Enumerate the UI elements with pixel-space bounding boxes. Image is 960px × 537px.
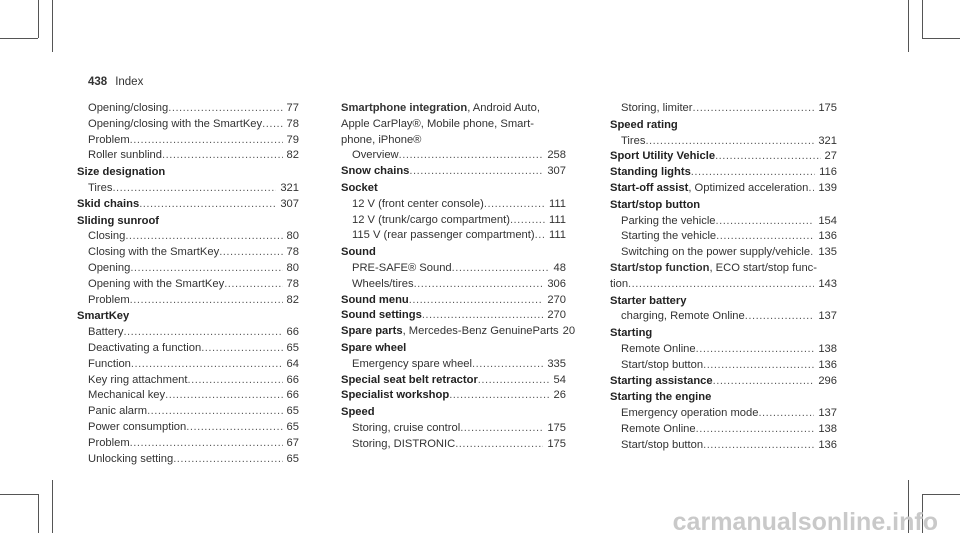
index-entry-text bbox=[88, 373, 188, 389]
leader-dots bbox=[224, 277, 282, 293]
index-term-detail: Emergency spare wheel bbox=[352, 357, 473, 370]
page-reference[interactable]: 77 bbox=[286, 102, 299, 114]
index-term-detail: 12 V (trunk/cargo compartment) bbox=[352, 213, 510, 226]
index-term: Skid chains bbox=[77, 197, 140, 210]
page-reference[interactable]: 65 bbox=[286, 420, 299, 433]
leader-dots bbox=[716, 214, 815, 230]
leader-dots bbox=[484, 197, 545, 213]
index-entry[interactable] bbox=[341, 164, 566, 180]
watermark: carmanualsonline.info bbox=[672, 508, 938, 536]
page-reference[interactable]: 135 bbox=[818, 246, 837, 259]
index-term: Standing lights bbox=[610, 166, 691, 179]
index-term: Smartphone integration bbox=[341, 102, 468, 114]
page-reference[interactable]: 143 bbox=[818, 277, 837, 290]
index-term-detail: Mechanical key bbox=[88, 389, 166, 402]
leader-dots bbox=[455, 437, 543, 453]
index-term-detail: , Optimized acceleration bbox=[688, 181, 809, 194]
index-entry-text bbox=[88, 452, 173, 468]
leader-dots bbox=[139, 197, 276, 213]
leader-dots bbox=[716, 229, 814, 245]
page-reference[interactable]: 306 bbox=[547, 277, 566, 290]
leader-dots bbox=[703, 358, 814, 374]
index-term: Sound menu bbox=[341, 293, 409, 306]
index-entry[interactable] bbox=[610, 134, 837, 150]
index-entry[interactable] bbox=[77, 436, 299, 452]
index-heading: Speed bbox=[341, 406, 375, 419]
index-entry[interactable] bbox=[610, 229, 837, 245]
leader-dots bbox=[409, 164, 543, 180]
index-entry-text bbox=[352, 357, 472, 373]
index-term-detail: Tires bbox=[88, 181, 113, 194]
index-term-detail: Storing, cruise control bbox=[352, 421, 461, 434]
index-term-detail: Overview bbox=[352, 149, 399, 162]
page-reference[interactable]: 270 bbox=[547, 309, 566, 322]
index-entry-text bbox=[88, 277, 224, 293]
index-term: Spare parts bbox=[341, 325, 403, 338]
index-entry[interactable] bbox=[341, 373, 566, 389]
index-term-detail: , ECO start/stop func- bbox=[709, 261, 817, 274]
index-heading: Starter battery bbox=[610, 294, 687, 307]
index-entry-text bbox=[352, 421, 460, 437]
page-reference[interactable]: 78 bbox=[286, 117, 299, 130]
index-column-3 bbox=[610, 101, 837, 454]
index-entry-text bbox=[352, 437, 455, 453]
index-entry-text bbox=[88, 293, 130, 309]
index-entry[interactable] bbox=[341, 277, 566, 293]
index-entry-text bbox=[341, 324, 559, 340]
index-term-detail: Starting the vehicle bbox=[621, 230, 717, 243]
crop-mark bbox=[0, 38, 38, 39]
leader-dots bbox=[745, 309, 815, 325]
page-reference[interactable]: 26 bbox=[553, 389, 566, 402]
index-entry-text bbox=[352, 277, 414, 293]
index-term-detail: Tires bbox=[621, 134, 646, 147]
index-heading: Start/stop button bbox=[610, 198, 701, 211]
index-entry[interactable] bbox=[77, 373, 299, 389]
index-entry-text bbox=[341, 164, 409, 180]
page-reference[interactable]: 111 bbox=[548, 229, 566, 242]
index-entry-text bbox=[610, 149, 715, 165]
index-entry-text bbox=[610, 165, 691, 181]
index-entry[interactable] bbox=[341, 293, 566, 309]
index-entry[interactable] bbox=[610, 165, 837, 181]
index-term-detail: 115 V (rear passenger compartment) bbox=[352, 229, 535, 242]
index-entry-text bbox=[88, 325, 123, 341]
index-entry[interactable] bbox=[610, 309, 837, 325]
index-entry-text bbox=[621, 214, 716, 230]
page-reference[interactable]: 82 bbox=[286, 149, 299, 162]
leader-dots bbox=[449, 388, 549, 404]
crop-mark bbox=[922, 38, 960, 39]
leader-dots bbox=[409, 293, 544, 309]
index-entry-text bbox=[610, 277, 628, 293]
leader-dots bbox=[162, 148, 283, 164]
index-entry[interactable] bbox=[77, 229, 299, 245]
index-entry-text bbox=[621, 358, 703, 374]
index-entry[interactable] bbox=[77, 357, 299, 373]
page-reference[interactable]: 48 bbox=[553, 261, 566, 274]
page-reference[interactable]: 270 bbox=[547, 293, 566, 306]
index-term-detail: Opening with the SmartKey bbox=[88, 277, 225, 290]
index-text-line: Apple CarPlay®, Mobile phone, Smart- bbox=[341, 117, 534, 130]
page-reference[interactable]: 321 bbox=[280, 181, 299, 194]
index-entry[interactable] bbox=[341, 261, 566, 277]
leader-dots bbox=[165, 388, 282, 404]
index-term-detail: Key ring attachment bbox=[88, 373, 188, 386]
leader-dots bbox=[125, 229, 282, 245]
index-heading: Sliding sunroof bbox=[77, 214, 160, 227]
index-entry[interactable] bbox=[610, 406, 837, 422]
leader-dots bbox=[758, 406, 814, 422]
leader-dots bbox=[168, 101, 282, 117]
index-entry[interactable] bbox=[610, 149, 837, 165]
page-header bbox=[88, 76, 143, 88]
leader-dots bbox=[472, 357, 543, 373]
index-entry-text bbox=[352, 261, 452, 277]
index-entry-text bbox=[352, 213, 510, 229]
index-entry[interactable] bbox=[610, 422, 837, 438]
index-entry-text bbox=[352, 228, 535, 244]
crop-mark bbox=[52, 0, 53, 52]
leader-dots bbox=[131, 357, 283, 373]
index-term-detail: Emergency operation mode bbox=[621, 407, 759, 420]
index-entry[interactable] bbox=[341, 357, 566, 373]
page-reference[interactable]: 116 bbox=[819, 166, 837, 179]
index-term-detail: Start/stop button bbox=[621, 358, 704, 371]
index-term-detail: Panic alarm bbox=[88, 405, 148, 418]
index-heading: Starting the engine bbox=[610, 391, 712, 404]
page-reference[interactable]: 175 bbox=[547, 437, 566, 450]
page-reference[interactable]: 136 bbox=[818, 358, 837, 371]
index-term-detail: Switching on the power supply/vehicle bbox=[621, 246, 811, 259]
leader-dots bbox=[173, 452, 282, 468]
index-entry[interactable] bbox=[341, 197, 566, 213]
leader-dots bbox=[713, 374, 815, 390]
index-term-detail: , Android Auto, bbox=[467, 102, 540, 114]
index-entry-text bbox=[610, 181, 808, 197]
index-entry[interactable] bbox=[610, 342, 837, 358]
index-heading: Sound bbox=[341, 246, 376, 259]
page-reference[interactable]: 66 bbox=[286, 326, 299, 339]
index-entry[interactable] bbox=[77, 325, 299, 341]
section-title: Index bbox=[115, 76, 144, 88]
index-term-detail: Problem bbox=[88, 436, 130, 449]
crop-mark bbox=[922, 0, 923, 38]
index-entry-text bbox=[88, 117, 262, 133]
index-entry[interactable] bbox=[341, 308, 566, 324]
leader-dots bbox=[460, 421, 543, 437]
page-reference[interactable]: 64 bbox=[286, 357, 299, 370]
index-term-detail: Unlocking setting bbox=[88, 452, 174, 465]
index-heading: Starting bbox=[610, 327, 653, 340]
crop-mark bbox=[38, 0, 39, 38]
index-column-1 bbox=[77, 101, 299, 467]
leader-dots bbox=[130, 133, 283, 149]
index-term: Snow chains bbox=[341, 165, 410, 178]
page-reference[interactable]: 65 bbox=[286, 452, 299, 465]
index-entry-text bbox=[621, 309, 745, 325]
index-entry[interactable] bbox=[77, 197, 299, 213]
index-entry[interactable] bbox=[77, 277, 299, 293]
index-heading: Speed rating bbox=[610, 118, 678, 131]
index-entry bbox=[610, 261, 837, 277]
page-reference[interactable]: 175 bbox=[818, 102, 837, 114]
page-reference[interactable]: 66 bbox=[286, 389, 299, 402]
index-entry[interactable] bbox=[341, 213, 566, 229]
index-term-detail: Problem bbox=[88, 133, 130, 146]
page-reference[interactable]: 139 bbox=[818, 181, 837, 194]
index-entry[interactable] bbox=[610, 101, 837, 117]
index-entry[interactable] bbox=[77, 388, 299, 404]
leader-dots bbox=[535, 228, 545, 244]
leader-dots bbox=[715, 149, 820, 165]
index-entry-text bbox=[621, 342, 696, 358]
leader-dots bbox=[628, 277, 814, 293]
page-reference[interactable]: 111 bbox=[548, 213, 566, 226]
leader-dots bbox=[691, 165, 815, 181]
index-entry-text bbox=[88, 388, 165, 404]
page-reference[interactable]: 54 bbox=[553, 373, 566, 386]
page-reference[interactable]: 138 bbox=[818, 422, 837, 435]
index-term-detail: Deactivating a function bbox=[88, 341, 202, 354]
index-heading: Socket bbox=[341, 181, 378, 194]
index-term: Sound settings bbox=[341, 309, 422, 322]
index-term: Sport Utility Vehicle bbox=[610, 150, 716, 163]
index-entry[interactable] bbox=[610, 277, 837, 293]
index-entry[interactable] bbox=[77, 181, 299, 197]
leader-dots bbox=[188, 373, 283, 389]
page-number: 438 bbox=[88, 76, 108, 88]
index-entry-text bbox=[88, 148, 162, 164]
index-entry bbox=[341, 101, 566, 117]
index-entry-text bbox=[621, 422, 696, 438]
leader-dots bbox=[696, 422, 815, 438]
index-entry[interactable] bbox=[610, 358, 837, 374]
index-entry-text bbox=[88, 357, 131, 373]
index-term-detail: Parking the vehicle bbox=[621, 214, 716, 227]
index-entry-text bbox=[352, 197, 484, 213]
index-term: Start-off assist bbox=[610, 181, 689, 194]
leader-dots bbox=[696, 342, 815, 358]
index-entry-text bbox=[88, 341, 201, 357]
page-reference[interactable]: 78 bbox=[286, 246, 299, 259]
page-reference[interactable]: 79 bbox=[286, 133, 299, 146]
leader-dots bbox=[130, 436, 283, 452]
index-entry[interactable] bbox=[610, 245, 837, 261]
page-reference[interactable]: 66 bbox=[286, 373, 299, 386]
index-entry-text bbox=[77, 197, 139, 213]
leader-dots bbox=[645, 134, 814, 150]
index-term-detail: Opening/closing bbox=[88, 102, 169, 114]
page-reference[interactable]: 154 bbox=[818, 214, 837, 227]
index-entry-text bbox=[341, 373, 478, 389]
index-entry[interactable] bbox=[77, 293, 299, 309]
leader-dots bbox=[130, 293, 283, 309]
index-term-detail: Problem bbox=[88, 293, 130, 306]
index-entry-text bbox=[88, 261, 130, 277]
page-reference[interactable]: 136 bbox=[818, 438, 837, 451]
index-entry[interactable] bbox=[77, 420, 299, 436]
page-reference[interactable]: 137 bbox=[818, 407, 837, 420]
index-term-detail: , Mercedes-Benz GenuineParts bbox=[402, 325, 559, 338]
page-reference[interactable]: 137 bbox=[818, 310, 837, 323]
crop-mark bbox=[52, 480, 53, 533]
index-term-detail: Storing, DISTRONIC bbox=[352, 437, 456, 450]
index-term: Start/stop function bbox=[610, 261, 710, 274]
page-reference[interactable]: 138 bbox=[818, 342, 837, 355]
page-reference[interactable]: 65 bbox=[286, 341, 299, 354]
index-heading: SmartKey bbox=[77, 310, 130, 323]
index-term-detail: Opening/closing with the SmartKey bbox=[88, 117, 263, 130]
index-heading: Spare wheel bbox=[341, 341, 407, 354]
index-term-detail: Roller sunblind bbox=[88, 149, 163, 162]
index-term-detail: PRE-SAFE® Sound bbox=[352, 261, 452, 274]
index-column-2 bbox=[341, 101, 576, 453]
page-reference[interactable]: 175 bbox=[547, 421, 566, 434]
index-term-detail: Opening bbox=[88, 261, 131, 274]
index-entry[interactable] bbox=[77, 404, 299, 420]
index-term: Starting assistance bbox=[610, 374, 713, 387]
index-entry[interactable] bbox=[77, 101, 299, 117]
index-term-detail: 12 V (front center console) bbox=[352, 197, 484, 210]
index-entry[interactable] bbox=[77, 452, 299, 468]
index-term-detail: tion bbox=[610, 277, 629, 290]
leader-dots bbox=[693, 101, 815, 117]
index-term-detail: Power consumption bbox=[88, 420, 187, 433]
index-term-detail: Closing with the SmartKey bbox=[88, 246, 220, 259]
index-entry[interactable] bbox=[610, 374, 837, 390]
page-reference[interactable]: 136 bbox=[818, 230, 837, 243]
page-reference[interactable]: 65 bbox=[286, 405, 299, 418]
index-term: Special seat belt retractor bbox=[341, 373, 478, 386]
index-entry[interactable] bbox=[341, 421, 566, 437]
leader-dots bbox=[399, 148, 544, 164]
index-entry-text bbox=[88, 420, 186, 436]
index-entry[interactable] bbox=[610, 181, 837, 197]
leader-dots bbox=[201, 341, 282, 357]
index-entry-text bbox=[88, 229, 125, 245]
page-reference[interactable]: 82 bbox=[286, 293, 299, 306]
crop-mark bbox=[0, 494, 38, 495]
index-heading: Size designation bbox=[77, 166, 166, 179]
index-entry[interactable] bbox=[341, 324, 576, 340]
leader-dots bbox=[414, 277, 544, 293]
leader-dots bbox=[262, 117, 282, 133]
index-entry-text bbox=[621, 245, 810, 261]
index-entry-text bbox=[341, 308, 422, 324]
page-reference[interactable]: 78 bbox=[286, 277, 299, 290]
index-entry[interactable] bbox=[610, 214, 837, 230]
index-entry-text bbox=[341, 388, 449, 404]
index-entry-text bbox=[621, 406, 758, 422]
index-term-detail: Start/stop button bbox=[621, 438, 704, 451]
index-term-detail: Battery bbox=[88, 326, 124, 339]
index-term-detail: Wheels/tires bbox=[352, 277, 414, 290]
crop-mark bbox=[922, 494, 960, 495]
page-reference[interactable]: 80 bbox=[286, 261, 299, 274]
index-entry[interactable] bbox=[341, 388, 566, 404]
leader-dots bbox=[452, 261, 550, 277]
index-term-detail: Closing bbox=[88, 230, 126, 243]
leader-dots bbox=[703, 438, 814, 454]
index-entry-text bbox=[610, 374, 713, 390]
index-entry-text bbox=[88, 133, 130, 149]
index-entry[interactable] bbox=[77, 133, 299, 149]
index-entry[interactable] bbox=[77, 245, 299, 261]
index-entry-text bbox=[88, 404, 147, 420]
index-entry[interactable] bbox=[610, 438, 837, 454]
leader-dots bbox=[112, 181, 276, 197]
page-reference[interactable]: 27 bbox=[824, 150, 837, 163]
crop-mark bbox=[38, 494, 39, 533]
leader-dots bbox=[130, 261, 282, 277]
index-entry[interactable] bbox=[77, 261, 299, 277]
index-entry[interactable] bbox=[341, 437, 566, 453]
crop-mark bbox=[908, 0, 909, 52]
index-entry-text bbox=[88, 245, 219, 261]
page-reference[interactable]: 20 bbox=[562, 325, 576, 338]
index-entry[interactable] bbox=[341, 228, 566, 244]
index-entry-text bbox=[341, 293, 409, 309]
index-entry-text bbox=[621, 438, 703, 454]
index-term-detail: Function bbox=[88, 357, 131, 370]
page-reference[interactable]: 67 bbox=[286, 436, 299, 449]
index-entry-text bbox=[621, 134, 645, 150]
index-entry-text bbox=[88, 436, 130, 452]
index-term-detail: Storing, limiter bbox=[621, 102, 693, 114]
index-entry-text bbox=[352, 148, 399, 164]
page-reference[interactable]: 335 bbox=[547, 357, 566, 370]
page-reference[interactable]: 307 bbox=[280, 197, 299, 210]
leader-dots bbox=[186, 420, 282, 436]
index-entry[interactable] bbox=[77, 341, 299, 357]
page-reference[interactable]: 258 bbox=[547, 149, 566, 162]
index-entry[interactable] bbox=[341, 148, 566, 164]
index-term-detail: Remote Online bbox=[621, 342, 696, 355]
index-entry-text bbox=[88, 181, 112, 197]
index-entry-text bbox=[621, 101, 693, 117]
index-term-detail: charging, Remote Online bbox=[621, 310, 745, 323]
leader-dots bbox=[219, 245, 282, 261]
page-reference[interactable]: 80 bbox=[286, 230, 299, 243]
leader-dots bbox=[123, 325, 282, 341]
page-reference[interactable]: 296 bbox=[818, 374, 837, 387]
index-entry-text bbox=[88, 101, 168, 117]
index-term: Specialist workshop bbox=[341, 389, 450, 402]
index-entry[interactable] bbox=[77, 117, 299, 133]
leader-dots bbox=[147, 404, 282, 420]
page-reference[interactable]: 321 bbox=[818, 134, 837, 147]
page-reference[interactable]: 111 bbox=[548, 197, 566, 210]
leader-dots bbox=[422, 308, 544, 324]
index-term-detail: Remote Online bbox=[621, 422, 696, 435]
leader-dots bbox=[510, 213, 545, 229]
index-text-line: phone, iPhone® bbox=[341, 133, 422, 146]
index-entry[interactable] bbox=[77, 148, 299, 164]
index-entry-text bbox=[621, 229, 716, 245]
page-reference[interactable]: 307 bbox=[547, 165, 566, 178]
leader-dots bbox=[478, 373, 550, 389]
